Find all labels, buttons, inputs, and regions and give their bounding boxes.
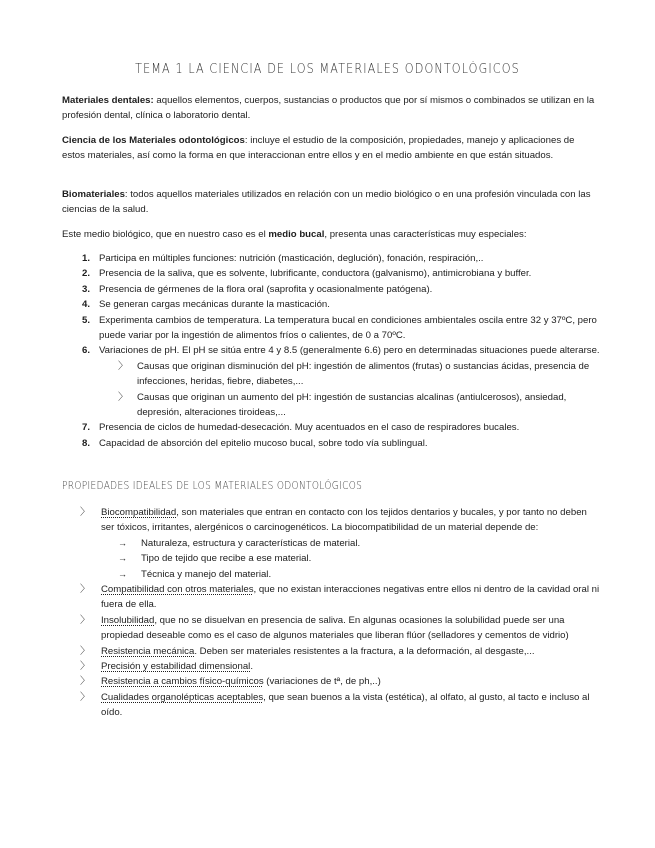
item-text: Presencia de la saliva, que es solvente, lubrificante, conductora (galvanismo), antimicrobiana y buffer. bbox=[99, 268, 532, 280]
definition-term: Ciencia de los Materiales odontológicos bbox=[62, 135, 245, 146]
definition-term: Materiales dentales bbox=[62, 95, 151, 106]
list-item bbox=[101, 536, 602, 551]
list-item bbox=[99, 390, 602, 421]
item-text: Técnica y manejo del material. bbox=[141, 568, 272, 580]
property-text: , que no se disuelvan en presencia de saliva. En algunas ocasiones la solubilidad puede ser una propiedad deseable como es el caso de algunos materiales que liberan flúor (selladores y cementos de vidrio) bbox=[101, 614, 569, 642]
property-text: (variaciones de tª, de ph,..) bbox=[263, 676, 381, 688]
item-number: 3. bbox=[82, 283, 91, 295]
item-text: Presencia de ciclos de humedad-desecación. Muy acentuados en el caso de respiradores bucales. bbox=[99, 422, 520, 434]
definition-text: aquellos elementos, cuerpos, sustancias o productos que por sí mismos o combinados se utilizan en la profesión dental, clínica o laboratorio dental. bbox=[62, 95, 595, 122]
item-number: 7. bbox=[82, 422, 91, 434]
item-text: Se generan cargas mecánicas durante la masticación. bbox=[99, 299, 330, 311]
item-number: 4. bbox=[82, 299, 91, 311]
item-text: Capacidad de absorción del epitelio mucoso bucal, sobre todo vía sublingual. bbox=[99, 437, 428, 449]
bullet-icon: 〉 bbox=[80, 676, 90, 688]
definition-materiales-dentales: Materiales dentales: aquellos elementos, cuerpos, sustancias o productos que por sí mismos o combinados se utilizan en la profesión dental, clínica o laboratorio dental. bbox=[62, 95, 595, 122]
list-item bbox=[62, 436, 602, 451]
definition-text: incluye el estudio de la composición, propiedades, manejo y aplicaciones de estos materiales, así como la forma en que interaccionan entre ellos y en el medio ambiente en que están situados. bbox=[62, 135, 575, 162]
item-number: 2. bbox=[82, 268, 91, 280]
property-name: Biocompatibilidad bbox=[101, 507, 177, 518]
property-name: Resistencia a cambios físico-químicos bbox=[101, 676, 264, 688]
list-item bbox=[62, 343, 602, 420]
list-item bbox=[62, 313, 602, 344]
list-item bbox=[101, 567, 602, 582]
intro-text-before: Este medio biológico, que en nuestro caso es el bbox=[62, 229, 269, 240]
list-item bbox=[99, 359, 602, 390]
item-text: Causas que originan un aumento del pH: ingestión de sustancias alcalinas (antiulcerosos), ansiedad, depresión, alteraciones tiroideas,... bbox=[137, 391, 567, 419]
intro-text-bold: medio bucal bbox=[268, 229, 325, 240]
arrow-right-icon: → bbox=[118, 537, 127, 548]
property-text: , son materiales que entran en contacto con los tejidos dentarios y bucales, y por tanto no deben ser tóxicos, irritantes, alergénicos o carcinogenéticos. La biocompatibilidad de un material depende de: bbox=[101, 507, 587, 534]
item-number: 1. bbox=[82, 253, 91, 264]
list-item bbox=[62, 297, 602, 312]
biocompat-factors-list bbox=[101, 536, 602, 582]
bullet-icon: 〉 bbox=[80, 507, 90, 518]
item-text: Participa en múltiples funciones: nutrición (masticación, deglución), fonación, respiración,.. bbox=[99, 253, 484, 264]
item-text: Presencia de gérmenes de la flora oral (saprofita y ocasionalmente patógena). bbox=[99, 283, 433, 295]
list-item bbox=[62, 582, 602, 613]
arrow-right-icon: → bbox=[118, 553, 127, 564]
list-item bbox=[62, 674, 602, 689]
list-item bbox=[62, 644, 602, 659]
page-title: TEMA 1 LA CIENCIA DE LOS MATERIALES ODONTOLÓGICOS bbox=[135, 62, 520, 77]
list-item bbox=[62, 266, 602, 281]
property-name: Compatibilidad con otros materiales bbox=[101, 584, 254, 596]
property-text: . bbox=[250, 661, 253, 673]
properties-list bbox=[62, 505, 602, 721]
bullet-icon: 〉 bbox=[80, 691, 90, 703]
list-item bbox=[62, 659, 602, 674]
bullet-icon: 〉 bbox=[118, 360, 128, 372]
list-item bbox=[62, 420, 602, 435]
list-item bbox=[62, 613, 602, 644]
item-text: Variaciones de pH. El pH se sitúa entre 4 y 8.5 (generalmente 6.6) pero en determinadas situaciones puede alterarse. bbox=[99, 345, 600, 357]
property-text: . Deben ser materiales resistentes a la fractura, a la deformación, al desgaste,... bbox=[194, 645, 535, 657]
definition-ciencia-materiales: Ciencia de los Materiales odontológicos: incluye el estudio de la composición, propiedades, manejo y aplicaciones de estos materiales, así como la forma en que interaccionan entre ellos y en el medio ambiente en que están situados. bbox=[62, 135, 575, 162]
list-item bbox=[101, 551, 602, 566]
item-text: Causas que originan disminución del pH: ingestión de alimentos (frutas) o sustancias ácidas, presencia de infecciones, heridas, fiebre, diabetes,... bbox=[137, 360, 590, 388]
property-name: Insolubilidad bbox=[101, 614, 155, 626]
definition-biomateriales: Biomateriales: todos aquellos materiales utilizados en relación con un medio biológico o en una profesión vinculada con las ciencias de la salud. bbox=[62, 189, 591, 216]
ph-causes-list bbox=[99, 359, 602, 421]
intro-paragraph bbox=[62, 227, 598, 242]
property-text: , que sean buenos a la vista (estética), al olfato, al gusto, al tacto e incluso al oído. bbox=[101, 691, 590, 719]
bullet-icon: 〉 bbox=[118, 391, 128, 403]
property-name: Precisión y estabilidad dimensional bbox=[101, 661, 251, 673]
bullet-icon: 〉 bbox=[80, 661, 90, 673]
item-text: Tipo de tejido que recibe a ese material. bbox=[141, 553, 312, 565]
property-name: Resistencia mecánica bbox=[101, 645, 195, 657]
item-text: Experimenta cambios de temperatura. La temperatura bucal en condiciones ambientales oscila entre 32 y 37ºC, pero puede variar por la ingestión de alimentos fríos o calientes, de 0 a 70ºC. bbox=[99, 314, 597, 342]
item-number: 6. bbox=[82, 345, 91, 357]
bullet-icon: 〉 bbox=[80, 614, 90, 626]
property-text: , que no existan interacciones negativas entre ellos ni dentro de la cavidad oral ni fuera de ella. bbox=[101, 584, 600, 611]
item-number: 5. bbox=[82, 314, 91, 326]
list-item bbox=[62, 690, 602, 721]
characteristics-list bbox=[62, 251, 602, 451]
item-number: 8. bbox=[82, 437, 91, 449]
property-name: Cualidades organolépticas aceptables bbox=[101, 691, 264, 703]
definition-text: todos aquellos materiales utilizados en relación con un medio biológico o en una profesión vinculada con las ciencias de la salud. bbox=[62, 189, 591, 216]
item-text: Naturaleza, estructura y características de material. bbox=[141, 537, 361, 549]
section-title: PROPIEDADES IDEALES DE LOS MATERIALES ODONTOLÓGICOS bbox=[62, 479, 363, 492]
intro-text-after: , presenta unas características muy especiales: bbox=[324, 229, 527, 240]
list-item bbox=[62, 251, 602, 266]
arrow-right-icon: → bbox=[118, 568, 127, 579]
bullet-icon: 〉 bbox=[80, 645, 90, 657]
definition-term: Biomateriales bbox=[62, 189, 125, 200]
list-item bbox=[62, 505, 602, 582]
bullet-icon: 〉 bbox=[80, 584, 90, 596]
list-item bbox=[62, 282, 602, 297]
